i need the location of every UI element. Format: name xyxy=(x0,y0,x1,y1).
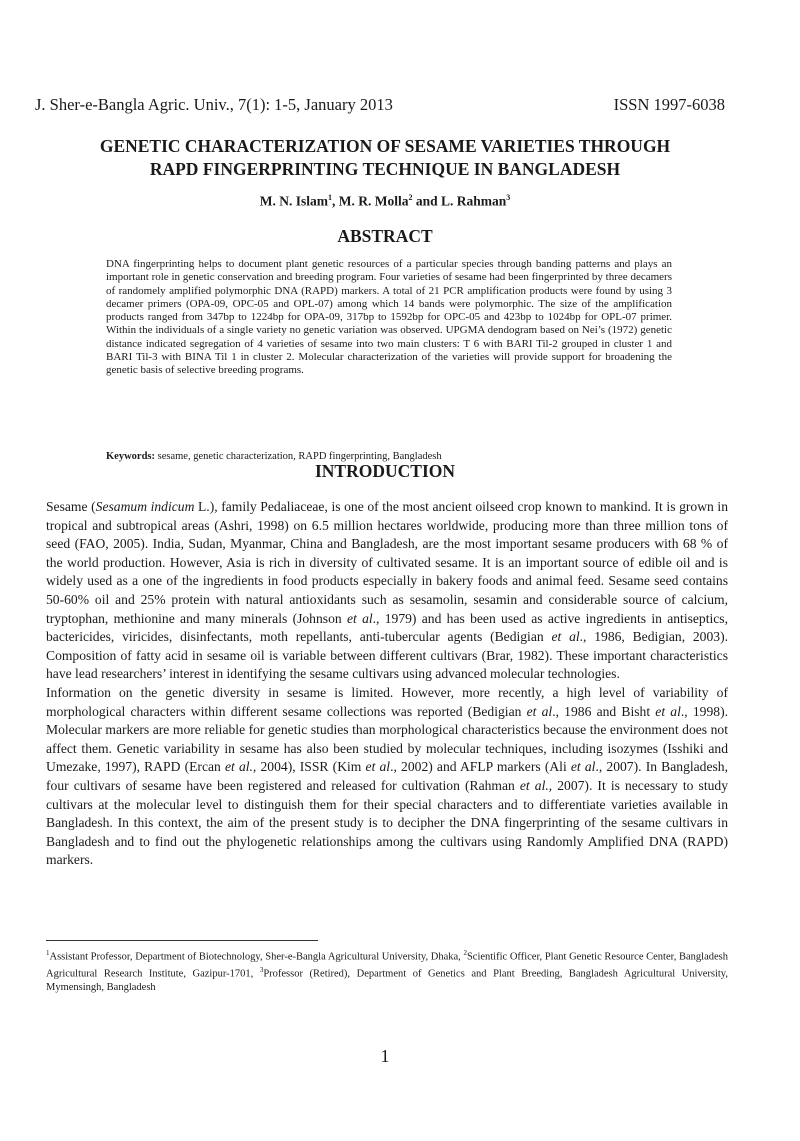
introduction-body xyxy=(46,498,728,870)
title-line-1: GENETIC CHARACTERIZATION OF SESAME VARIETIES THROUGH xyxy=(99,136,671,156)
introduction-paragraph-1 xyxy=(46,498,728,684)
issn: ISSN 1997-6038 xyxy=(613,95,725,114)
title-line-2: RAPD FINGERPRINTING TECHNIQUE IN BANGLADESH xyxy=(149,159,621,179)
affiliation-footnote xyxy=(46,947,728,995)
text-run: ., 1998). Molecular markers are more reliable for genetic studies than morphological characteristics because the environment does not affect them. Genetic variability in sesame has also been studied by molecular techniques, including isozymes (Isshiki and Umezake, 1997), RAPD (Ercan xyxy=(46,703,728,775)
page-number: 1 xyxy=(380,1046,390,1066)
italic-text: Sesamum indicum xyxy=(95,499,195,514)
text-run: Scientific Officer, Plant Genetic Resource Center, Bangladesh Agricultural Research Institute, Gazipur-1701, xyxy=(46,951,728,980)
author-name: L. Rahman xyxy=(441,193,507,209)
text-run: 2004), ISSR (Kim xyxy=(256,759,366,775)
footnote-marker: 1 xyxy=(46,949,50,957)
italic-text: et al., xyxy=(224,759,257,775)
footnote-marker: 3 xyxy=(259,966,264,974)
author-name: M. N. Islam xyxy=(259,193,328,209)
author-name: M. R. Molla xyxy=(338,193,409,209)
footnote-marker: 2 xyxy=(463,949,467,957)
text-run: 2007). It is necessary to study cultivars at the molecular level to distinguish them for their special characters and to differentiate varieties available in Bangladesh. In this context, the aim of the present study is to decipher the DNA fingerprinting of the sesame cultivars in Bangladesh and to find out the phylogenetic relationships among the cultivars using Randomly Amplified DNA (RAPD) markers. xyxy=(46,777,728,868)
affiliation-marker: 3 xyxy=(506,193,511,202)
italic-text: et al xyxy=(551,629,580,645)
italic-text: et al xyxy=(526,703,553,719)
abstract-heading: ABSTRACT xyxy=(337,226,433,246)
italic-text: et al., xyxy=(519,777,553,793)
text-run: L.), family Pedaliaceae, is one of the most ancient oilseed crop known to mankind. It is grown in tropical and subtropical areas (Ashri, 1998) on 6.5 million hectares worldwide, producing more than three million tons of seed (FAO, 2005). India, Sudan, Myanmar, China and Bangladesh, are the most important sesame producers with 68 % of the world production. However, Asia is rich in diversity of cultivated sesame. It is an important source of edible oil and is widely used as a one of the ingredients in food products especially in bakery foods and animal feed. Sesame seed contains 50-60% oil and 25% protein with natural antioxidants such as sesamolin, sesamin and considerable source of calcium, tryptophan, methionine and many minerals (Johnson xyxy=(46,499,729,626)
text-run: Professor (Retired), Department of Genetics and Plant Breeding, Bangladesh Agricultural University, Mymensingh, Bangladesh xyxy=(46,968,728,993)
text-run: Sesame ( xyxy=(46,499,96,514)
text-run: ., 2002) and AFLP markers (Ali xyxy=(390,759,571,775)
affiliation-marker: 1 xyxy=(327,193,332,202)
keywords-text: sesame, genetic characterization, RAPD fingerprinting, Bangladesh xyxy=(155,451,442,462)
text-run: ., 1986 and Bisht xyxy=(552,703,656,719)
keywords-label: Keywords: xyxy=(106,451,155,462)
author-list: M. N. Islam$^1$, M. R. Molla$^2$ and L. Rahman$^3$ xyxy=(259,193,511,209)
introduction-paragraph-2 xyxy=(46,684,728,870)
abstract-body: DNA fingerprinting helps to document plant genetic resources of a particular species through banding patterns and plays an important role in genetic conservation and breeding program. Four varieties of sesame had been fingerprinted by three decamers of randomely amplified polymorphic DNA (RAPD) markers. A total of 21 PCR amplification products were found by using 3 decamer primers (OPA-09, OPC-05 and OPL-07) among which 14 bands were polymorphic. The size of the amplification products ranged from 347bp to 1224bp for OPA-09, 317bp to 1592bp for OPC-05 and 423bp to 1024bp for OPL-07 primer. Within the individuals of a single variety no genetic variation was observed. UPGMA dendogram based on Nei’s (1972) genetic distance indicated segregation of 4 varieties of sesame into two main clusters: T 6 with BARI Til-2 grouped in cluster 1 and BARI Til-3 with BINA Til 1 in cluster 2. Molecular characterization of the varieties will provide support for broadening the genetic basis of selective breeding programs. xyxy=(106,258,672,377)
journal-citation: J. Sher-e-Bangla Agric. Univ., 7(1): 1-5, January 2013 xyxy=(35,95,393,114)
text-run: ., 1986, Bedigian, 2003). Composition of fatty acid in sesame oil is variable between different cultivars (Brar, 1982). These important characteristics have lead researchers’ interest in identifying the sesame cultivars using advanced molecular technologies. xyxy=(46,629,728,682)
italic-text: et al xyxy=(365,759,391,775)
paper-title xyxy=(40,135,730,181)
text-run: ., 1979) and has been used as active ingredients in antiseptics, bactericides, viricides, disinfectants, moth repellants, anti-tubercular agents (Bedigian xyxy=(46,610,728,645)
italic-text: et al xyxy=(655,703,681,719)
text-run: Assistant Professor, Department of Biotechnology, Sher-e-Bangla Agricultural University, Dhaka, xyxy=(49,951,464,963)
italic-text: et al xyxy=(570,759,596,775)
text-run: ., 2007). In Bangladesh, four cultivars of sesame have been registered and released for cultivation (Rahman xyxy=(46,759,728,793)
footnote-rule xyxy=(46,940,318,941)
affiliation-marker: 2 xyxy=(408,193,413,202)
introduction-heading: INTRODUCTION xyxy=(314,461,456,481)
italic-text: et al xyxy=(346,610,373,626)
text-run: Information on the genetic diversity in sesame is limited. However, more recently, a high level of variability of morphological characters within different sesame collections was reported (Bedigian xyxy=(46,684,728,719)
